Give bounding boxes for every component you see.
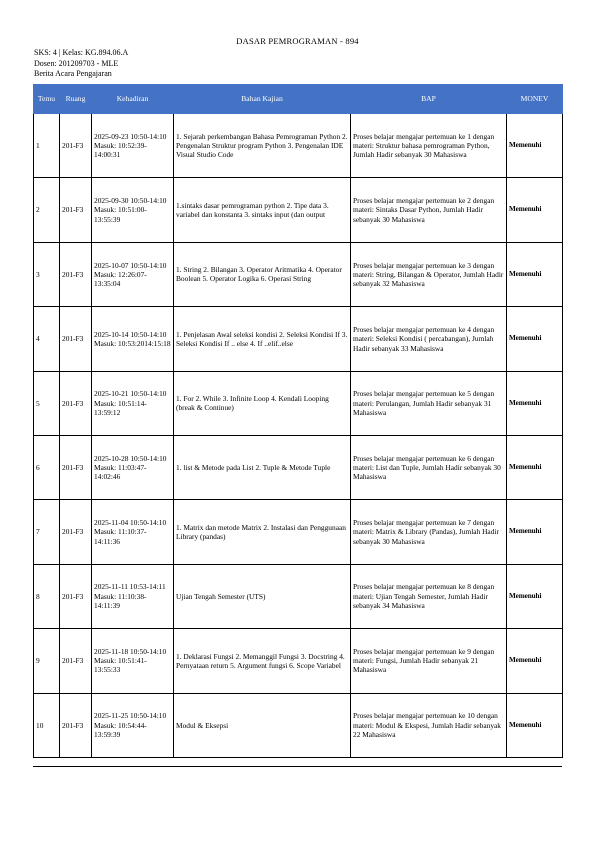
cell-ruang: 201-F3 — [60, 629, 92, 693]
table-row — [34, 564, 563, 628]
cell-ruang: 201-F3 — [60, 178, 92, 242]
cell-bahan-kajian: 1. For 2. While 3. Infinite Loop 4. Kendali Looping (break & Continue) — [174, 371, 351, 435]
cell-temu: 6 — [34, 435, 60, 499]
cell-temu: 4 — [34, 307, 60, 371]
cell-monev: Memenuhi — [507, 693, 563, 757]
cell-kehadiran: 2025-09-30 10:50-14:10 Masuk: 10:51:00-13:55:39 — [92, 178, 174, 242]
cell-kehadiran: 2025-10-14 10:50-14:10 Masuk: 10:53:2014:15:18 — [92, 307, 174, 371]
cell-monev: Memenuhi — [507, 629, 563, 693]
cell-monev: Memenuhi — [507, 307, 563, 371]
cell-bap: Proses belajar mengajar pertemuan ke 10 dengan materi: Modul & Ekspesi, Jumlah Hadir sebanyak 22 Mahasiswa — [351, 693, 507, 757]
cell-bap: Proses belajar mengajar pertemuan ke 2 dengan materi: Sintaks Dasar Python, Jumlah Hadir sebanyak 30 Mahasiswa — [351, 178, 507, 242]
cell-bap: Proses belajar mengajar pertemuan ke 1 dengan materi: Struktur bahasa pemrograman Python, Jumlah Hadir sebanyak 30 Mahasiswa — [351, 114, 507, 178]
cell-ruang: 201-F3 — [60, 564, 92, 628]
cell-bap: Proses belajar mengajar pertemuan ke 5 dengan materi: Perulangan, Jumlah Hadir sebanyak 31 Mahasiswa — [351, 371, 507, 435]
cell-bap: Proses belajar mengajar pertemuan ke 9 dengan materi: Fungsi, Jumlah Hadir sebanyak 21 Mahasiswa — [351, 629, 507, 693]
col-header-kehadiran: Kehadiran — [92, 85, 174, 114]
cell-ruang: 201-F3 — [60, 371, 92, 435]
cell-bap: Proses belajar mengajar pertemuan ke 4 dengan materi: Seleksi Kondisi ( percabangan), Jumlah Hadir sebanyak 33 Mahasiswa — [351, 307, 507, 371]
cell-kehadiran: 2025-11-25 10:50-14:10 Masuk: 10:54:44-13:59:39 — [92, 693, 174, 757]
cell-monev: Memenuhi — [507, 242, 563, 306]
cell-temu: 1 — [34, 114, 60, 178]
cell-bahan-kajian: 1. list & Metode pada List 2. Tuple & Metode Tuple — [174, 435, 351, 499]
table-row — [34, 242, 563, 306]
table-header-row — [34, 85, 563, 114]
cell-temu: 3 — [34, 242, 60, 306]
cell-temu: 5 — [34, 371, 60, 435]
cell-kehadiran: 2025-10-07 10:50-14:10 Masuk: 12:26:07-13:35:04 — [92, 242, 174, 306]
cell-bahan-kajian: 1. Penjelasan Awal seleksi kondisi 2. Seleksi Kondisi If 3. Seleksi Kondisi If .. else 4. If ..elif..else — [174, 307, 351, 371]
section-heading: Berita Acara Pengajaran — [34, 69, 112, 78]
cell-bahan-kajian: 1.sintaks dasar pemrograman python 2. Tipe data 3. variabel dan konstanta 3. sintaks input (dan output — [174, 178, 351, 242]
cell-temu: 7 — [34, 500, 60, 564]
cell-bap: Proses belajar mengajar pertemuan ke 7 dengan materi: Matrix & Library (Pandas), Jumlah Hadir sebanyak 30 Mahasiswa — [351, 500, 507, 564]
cell-kehadiran: 2025-09-23 10:50-14:10 Masuk: 10:52:39-14:00:31 — [92, 114, 174, 178]
col-header-bahan-kajian: Bahan Kajian — [174, 85, 351, 114]
cell-ruang: 201-F3 — [60, 435, 92, 499]
cell-kehadiran: 2025-10-28 10:50-14:10 Masuk: 11:03:47-14:02:46 — [92, 435, 174, 499]
cell-ruang: 201-F3 — [60, 693, 92, 757]
bap-table — [33, 84, 563, 758]
table-row — [34, 178, 563, 242]
table-row — [34, 307, 563, 371]
col-header-temu: Temu — [34, 85, 60, 114]
table-row — [34, 114, 563, 178]
cell-monev: Memenuhi — [507, 371, 563, 435]
table-row — [34, 693, 563, 757]
cell-bahan-kajian: 1. String 2. Bilangan 3. Operator Aritmatika 4. Operator Boolean 5. Operator Logika 6. Operasi String — [174, 242, 351, 306]
table-row — [34, 435, 563, 499]
table-row — [34, 500, 563, 564]
cell-bahan-kajian: 1. Deklarasi Fungsi 2. Memanggil Fungsi 3. Docstring 4. Pernyataan return 5. Argument fungsi 6. Scope Variabel — [174, 629, 351, 693]
cell-temu: 10 — [34, 693, 60, 757]
cell-monev: Memenuhi — [507, 114, 563, 178]
cell-temu: 9 — [34, 629, 60, 693]
col-header-monev: MONEV — [507, 85, 563, 114]
cell-temu: 2 — [34, 178, 60, 242]
cell-monev: Memenuhi — [507, 500, 563, 564]
table-row — [34, 371, 563, 435]
cell-ruang: 201-F3 — [60, 242, 92, 306]
cell-bahan-kajian: 1. Matrix dan metode Matrix 2. Instalasi dan Penggunaan Library (pandas) — [174, 500, 351, 564]
cell-bap: Proses belajar mengajar pertemuan ke 3 dengan materi: String, Bilangan & Operator, Jumlah Hadir sebanyak 32 Mahasiswa — [351, 242, 507, 306]
cell-kehadiran: 2025-11-11 10:53-14:11 Masuk: 11:10:38-14:11:39 — [92, 564, 174, 628]
table-row — [34, 629, 563, 693]
col-header-ruang: Ruang — [60, 85, 92, 114]
cell-bap: Proses belajar mengajar pertemuan ke 8 dengan materi: Ujian Tengah Semester, Jumlah Hadir sebanyak 34 Mahasiswa — [351, 564, 507, 628]
cell-monev: Memenuhi — [507, 564, 563, 628]
dosen: Dosen: 201209703 - MLE — [34, 58, 119, 68]
cell-bap: Proses belajar mengajar pertemuan ke 6 dengan materi: List dan Tuple, Jumlah Hadir sebanyak 30 Mahasiswa — [351, 435, 507, 499]
document-title: DASAR PEMROGRAMAN - 894 — [236, 36, 359, 46]
cell-monev: Memenuhi — [507, 435, 563, 499]
cell-kehadiran: 2025-11-04 10:50-14:10 Masuk: 11:10:37-14:11:36 — [92, 500, 174, 564]
cell-temu: 8 — [34, 564, 60, 628]
cell-kehadiran: 2025-10-21 10:50-14:10 Masuk: 10:51:14-13:59:12 — [92, 371, 174, 435]
cell-kehadiran: 2025-11-18 10:50-14:10 Masuk: 10:51:41-13:55:33 — [92, 629, 174, 693]
cell-monev: Memenuhi — [507, 178, 563, 242]
table-bottom-rule — [33, 766, 562, 767]
sks-kelas: SKS: 4 | Kelas: KG.894.06.A — [34, 48, 129, 57]
cell-ruang: 201-F3 — [60, 500, 92, 564]
cell-ruang: 201-F3 — [60, 307, 92, 371]
cell-bahan-kajian: Modul & Eksepsi — [174, 693, 351, 757]
cell-ruang: 201-F3 — [60, 114, 92, 178]
cell-bahan-kajian: 1. Sejarah perkembangan Bahasa Pemrograman Python 2. Pengenalan Struktur program Python 3. Pengenalan IDE Visual Studio Code — [174, 114, 351, 178]
cell-bahan-kajian: Ujian Tengah Semester (UTS) — [174, 564, 351, 628]
col-header-bap: BAP — [351, 85, 507, 114]
